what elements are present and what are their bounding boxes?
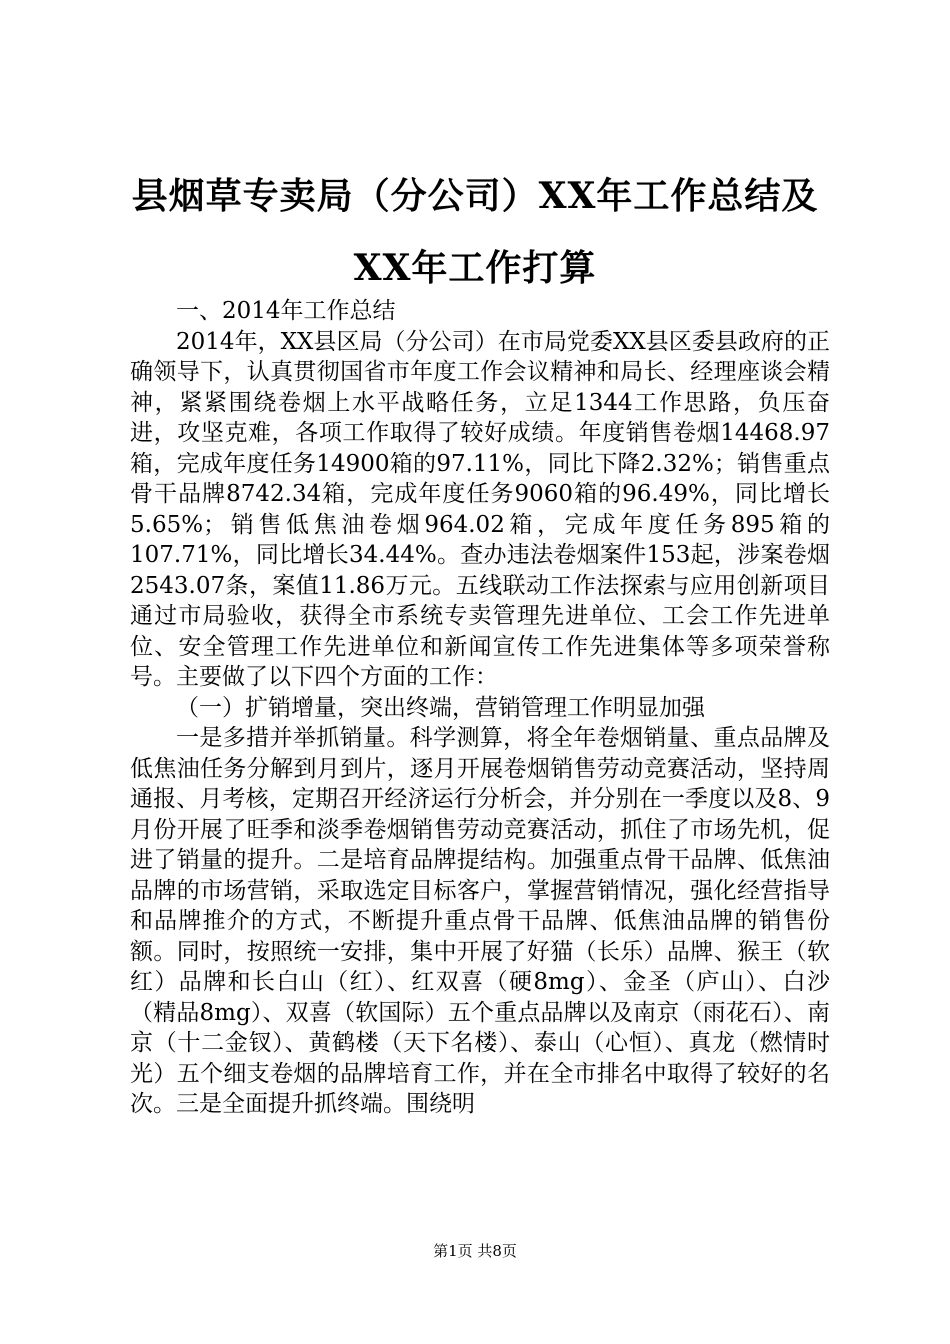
body-paragraph: 2014年，XX县区局（分公司）在市局党委XX县区委县政府的正确领导下，认真贯彻国省市年度工作会议精神和局长、经理座谈会精神，紧紧围绕卷烟上水平战略任务，立足1344工作思路，负压奋进，攻坚克难，各项工作取得了较好成绩。年度销售卷烟14468.97箱，完成年度任务14900箱的97.11%，同比下降2.32%；销售重点骨干品牌8742.34箱，完成年度任务9060箱的96.49%，同比增长5.65%；销售低焦油卷烟964.02箱，完成年度任务895箱的107.71%，同比增长34.44%。查办违法卷烟案件153起，涉案卷烟2543.07条，案值11.86万元。五线联动工作法探索与应用创新项目通过市局验收，获得全市系统专卖管理先进单位、工会工作先进单位、安全管理工作先进单位和新闻宣传工作先进集体等多项荣誉称号。主要做了以下四个方面的工作： [130, 328, 830, 690]
section-heading: 一、2014年工作总结 [176, 298, 396, 324]
document-body [130, 296, 830, 1120]
document-title: 县烟草专卖局（分公司）XX年工作总结及XX年工作打算 [131, 175, 819, 289]
body-paragraph: 一是多措并举抓销量。科学测算，将全年卷烟销量、重点品牌及低焦油任务分解到月到片，逐月开展卷烟销售劳动竞赛活动，坚持周通报、月考核，定期召开经济运行分析会，并分别在一季度以及8、9月份开展了旺季和淡季卷烟销售劳动竞赛活动，抓住了市场先机，促进了销量的提升。二是培育品牌提结构。加强重点骨干品牌、低焦油品牌的市场营销，采取选定目标客户，掌握营销情况，强化经营指导和品牌推介的方式，不断提升重点骨干品牌、低焦油品牌的销售份额。同时，按照统一安排，集中开展了好猫（长乐）品牌、猴王（软红）品牌和长白山（红）、红双喜（硬8mg）、金圣（庐山）、白沙（精品8mg）、双喜（软国际）五个重点品牌以及南京（雨花石）、南京（十二金钗）、黄鹤楼（天下名楼）、泰山（心恒）、真龙（燃情时光）五个细支卷烟的品牌培育工作，并在全市排名中取得了较好的名次。三是全面提升抓终端。围绕明 [130, 725, 830, 1117]
subsection-heading: （一）扩销增量，突出终端，营销管理工作明显加强 [176, 694, 705, 721]
page-number-footer: 第1页 共8页 [433, 1242, 517, 1260]
